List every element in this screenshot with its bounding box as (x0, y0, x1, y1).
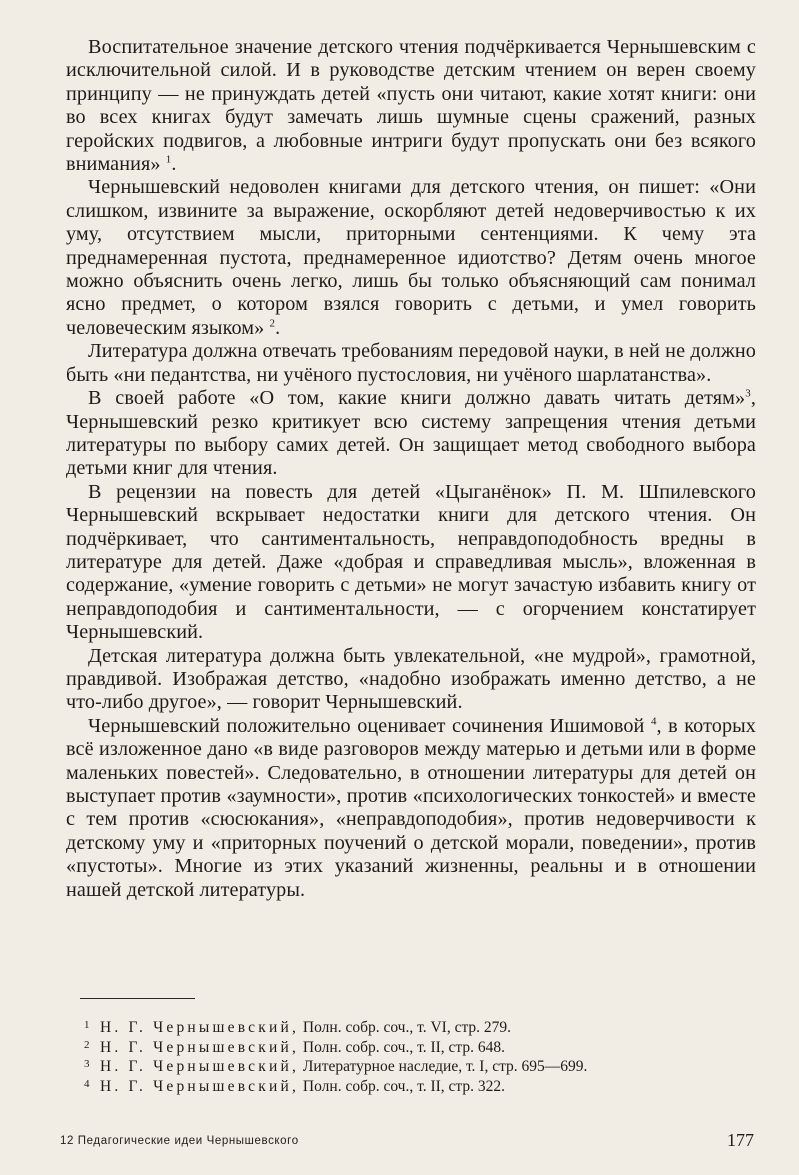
footnote-author: Н. Г. Чернышевский, (100, 1038, 300, 1056)
footnotes (84, 1017, 724, 1096)
footnote-mark: 3 (84, 1058, 90, 1071)
footnote-ref-2: 2 (269, 317, 276, 330)
footnote-divider (80, 998, 195, 999)
signature-mark: 12 Педагогические идеи Чернышевского (60, 1135, 299, 1147)
footnote-author: Н. Г. Чернышевский, (100, 1019, 300, 1036)
footnote-mark: 4 (84, 1078, 90, 1091)
footnote-reference: Полн. собр. соч., т. II, стр. 322. (302, 1078, 506, 1096)
paragraph-6: Детская литература должна быть увлекательной, «не мудрой», грамотной, правдивой. Изображая детство, «надобно изображать именно детство, а не что-либо другое», — говорит Чернышевский. (66, 644, 756, 714)
footnote-ref-1: 1 (165, 153, 172, 166)
paragraph-5: В рецензии на повесть для детей «Цыганёнок» П. М. Шпилевского Чернышевский вскрывает недостатки книги для детского чтения. Он подчёркивает, что сантиментальность, неправдоподобность вредны в литературе для детей. Даже «добрая и справедливая мысль», вложенная в содержание, «умение говорить с детьми» не могут зачастую избавить книгу от неправдоподобия и сантиментальности, — с огорчением констатирует Чернышевский. (66, 480, 756, 644)
footnote-mark: 1 (84, 1019, 90, 1031)
footnote-author: Н. Г. Чернышевский, (100, 1058, 300, 1076)
paragraph-4: В своей работе «О том, какие книги должно давать читать детям»$^3$, Чернышевский резко критикует всю систему запрещения чтения детьми литературы по выбору самих детей. Он защищает метод свободного выбора детьми книг для чтения. (66, 387, 756, 480)
footnote-mark: 2 (84, 1038, 90, 1051)
footnote-reference: Полн. собр. соч., т. VI, стр. 279. (302, 1019, 512, 1036)
paragraph-1: Воспитательное значение детского чтения подчёркивается Чернышевским с исключительной силой. И в руководстве детским чтением он верен своему принципу — не принуждать детей «пусть они читают, какие хотят книги: они во всех книгах будут замечать лишь шумные сцены сражений, разных геройских подвигов, а любовные интриги будут пропускать они без всякого внимания» $^1$. (66, 36, 756, 176)
footnote-reference: Литературное наследие, т. I, стр. 695—699. (302, 1058, 588, 1076)
page-number: 177 (727, 1130, 754, 1150)
footnote-2 (84, 1037, 724, 1057)
footnote-ref-3: 3 (745, 387, 751, 400)
paragraph-7: Чернышевский положительно оценивает сочинения Ишимовой $^4$, в которых всё изложенное дано «в виде разговоров между матерью и детьми или в форме маленьких повестей». Следовательно, в отношении литературы для детей он выступает против «заумности», против «психологических тонкостей» и вместе с тем против «сюсюкания», «неправдоподобия», против недоверчивости к детскому уму и «приторных поучений о детской морали, поведении», против «пустоты». Многие из этих указаний жизненны, реальны и в отношении нашей детской литературы. (66, 714, 756, 901)
footnote-author: Н. Г. Чернышевский, (100, 1078, 300, 1096)
main-text (66, 36, 756, 902)
footnote-4 (84, 1076, 724, 1096)
footnote-3 (84, 1056, 724, 1076)
footnote-1 (84, 1017, 724, 1037)
footnote-ref-4: 4 (650, 715, 657, 728)
paragraph-2: Чернышевский недоволен книгами для детского чтения, он пишет: «Они слишком, извините за выражение, оскорбляют детей недоверчивостью к их уму, отсутствием мысли, приторными сентенциями. К чему эта преднамеренная пустота, преднамеренное идиотство? Детям очень многое можно объяснить очень легко, лишь бы только объясняющий сам понимал ясно предмет, о котором взялся говорить с детьми, и умел говорить человеческим языком» $^2$. (66, 176, 756, 339)
page-footer (60, 1130, 760, 1152)
footnote-reference: Полн. собр. соч., т. II, стр. 648. (302, 1038, 506, 1056)
paragraph-3: Литература должна отвечать требованиям передовой науки, в ней не должно быть «ни педантства, ни учёного пустословия, ни учёного шарлатанства». (66, 340, 756, 386)
